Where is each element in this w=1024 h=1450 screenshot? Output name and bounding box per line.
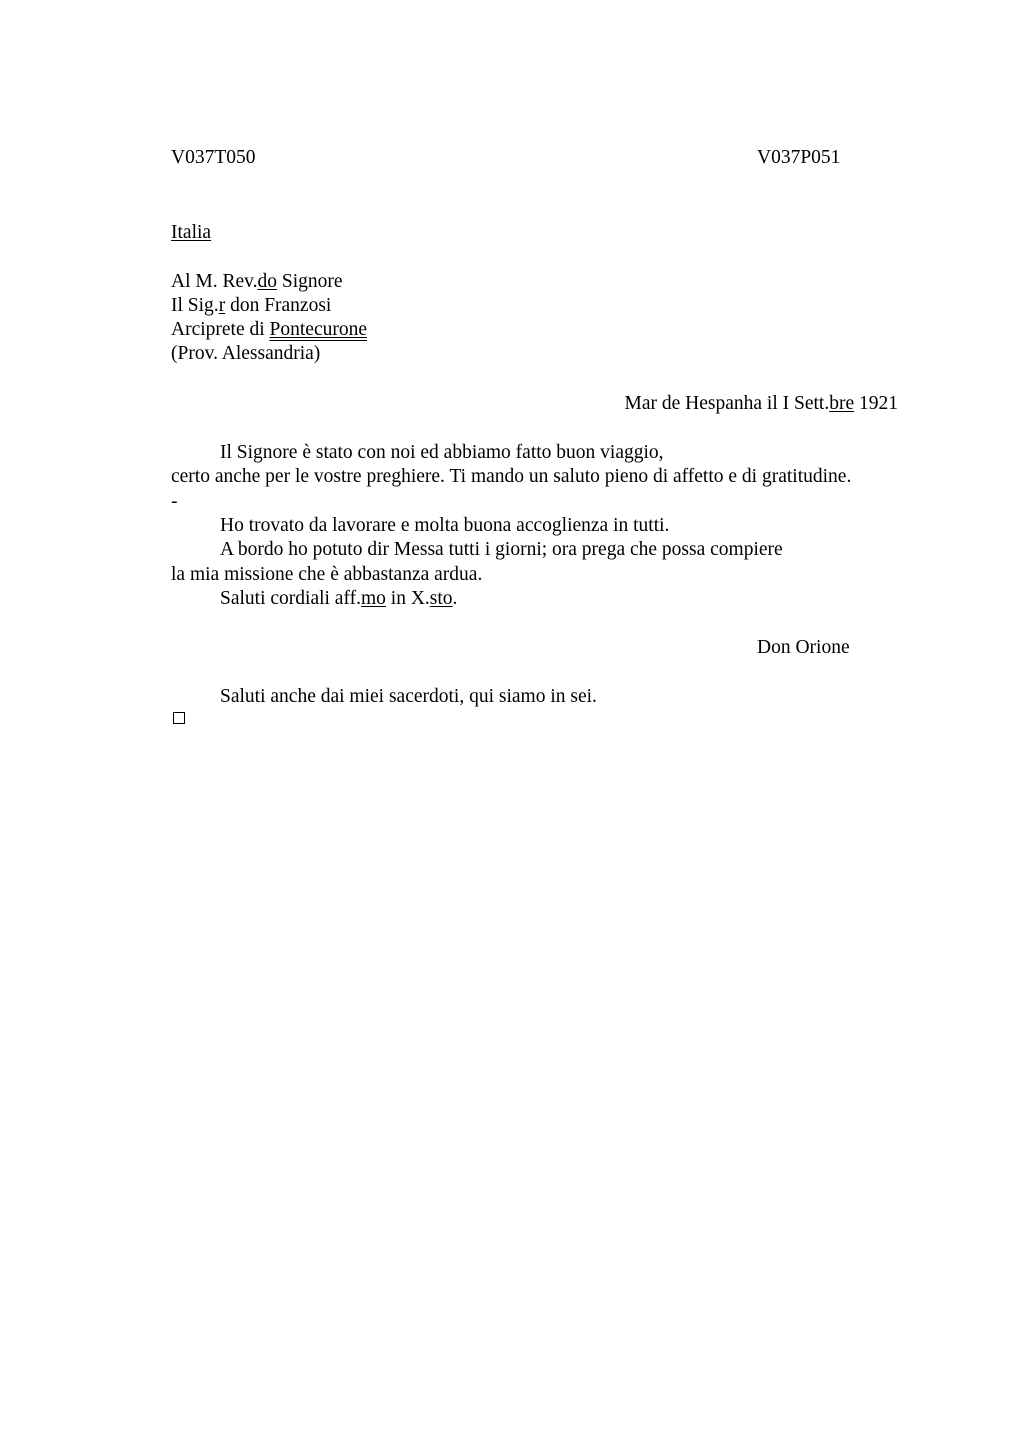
signature: Don Orione: [757, 637, 850, 658]
body-paragraph-2: Ho trovato da lavorare e molta buona accoglienza in tutti.: [220, 515, 670, 536]
body-dash: -: [171, 491, 178, 512]
address-line-1-suffix: Signore: [276, 271, 343, 292]
destination-country: [171, 221, 211, 245]
address-line-1-abbrev: do: [257, 271, 277, 292]
dateline-prefix: Mar de Hespanha il I Sett.: [624, 393, 830, 414]
body-paragraph-3-line-1: A bordo ho potuto dir Messa tutti i giorni; ora prega che possa compiere: [220, 539, 783, 560]
body-paragraph-1-line-1: Il Signore è stato con noi ed abbiamo fatto buon viaggio,: [220, 442, 664, 463]
address-line-2-prefix: Il Sig.: [171, 295, 219, 316]
document-code-left: V037T050: [171, 147, 256, 168]
square-box-icon: [173, 712, 185, 724]
closing-abbrev-2: sto: [429, 588, 453, 609]
closing-suffix: .: [452, 588, 458, 609]
address-line-4: (Prov. Alessandria): [171, 343, 321, 364]
address-line-1: [171, 270, 343, 294]
body-closing-greeting: [220, 587, 457, 611]
body-paragraph-1-line-2: certo anche per le vostre preghiere. Ti mando un saluto pieno di affetto e di gratitudine.: [171, 466, 852, 487]
dateline-suffix: 1921: [854, 393, 898, 414]
body-paragraph-3-line-2: la mia missione che è abbastanza ardua.: [171, 564, 483, 585]
address-line-3-prefix: Arciprete di: [171, 319, 270, 340]
address-line-2-suffix: don Franzosi: [225, 295, 332, 316]
closing-middle: in X.: [385, 588, 430, 609]
address-line-2: [171, 294, 331, 318]
address-place: Pontecurone: [269, 319, 368, 340]
closing-prefix: Saluti cordiali aff.: [220, 588, 361, 609]
dateline-abbrev: bre: [829, 393, 855, 414]
address-line-2-abbrev: r: [218, 295, 226, 316]
dateline: [625, 392, 898, 416]
closing-abbrev-1: mo: [360, 588, 386, 609]
address-line-3: [171, 318, 367, 342]
postscript: Saluti anche dai miei sacerdoti, qui siamo in sei.: [220, 686, 597, 707]
country-text: Italia: [171, 222, 212, 243]
address-line-1-prefix: Al M. Rev.: [171, 271, 258, 292]
document-code-right: V037P051: [757, 147, 841, 168]
